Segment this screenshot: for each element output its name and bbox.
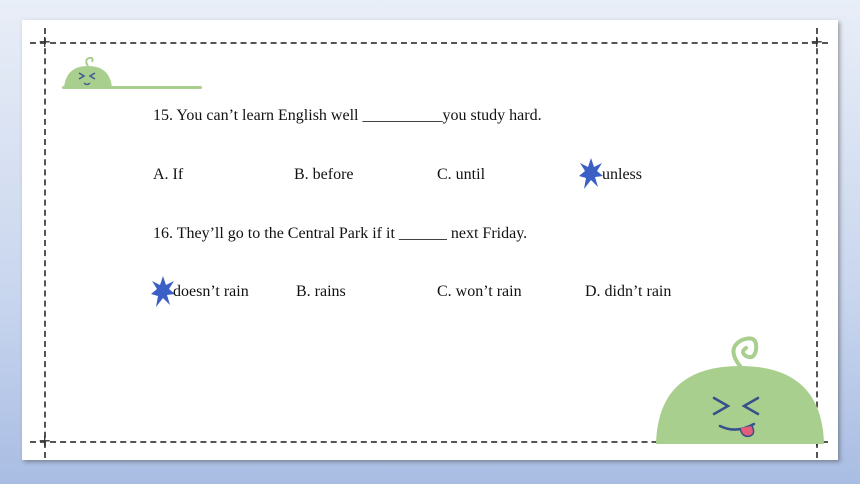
question-15-option-d[interactable]: unless (602, 166, 642, 183)
question-16-option-a[interactable]: doesn’t rain (173, 283, 249, 300)
title-underline (62, 86, 202, 89)
mascot-small-icon (58, 54, 118, 90)
question-15-option-c[interactable]: C. until (437, 166, 486, 183)
corner-cross-icon: + (810, 32, 824, 51)
question-15-option-a[interactable]: A. If (153, 166, 184, 183)
question-15-option-b[interactable]: B. before (294, 166, 354, 183)
question-16-option-c[interactable]: C. won’t rain (437, 283, 522, 300)
question-16-option-b[interactable]: B. rains (296, 283, 346, 300)
left-dashed-border (44, 28, 46, 458)
mascot-large-icon (654, 326, 826, 444)
corner-cross-icon: + (38, 431, 52, 450)
corner-cross-icon: + (38, 32, 52, 51)
question-16-prompt: 16. They’ll go to the Central Park if it ______ next Friday. (153, 225, 528, 242)
question-15-prompt: 15. You can’t learn English well __________you study hard. (153, 107, 542, 124)
slide-card (22, 20, 838, 460)
question-16-option-d[interactable]: D. didn’t rain (585, 283, 672, 300)
top-dashed-border (30, 42, 828, 44)
answer-marker-icon (578, 157, 604, 191)
